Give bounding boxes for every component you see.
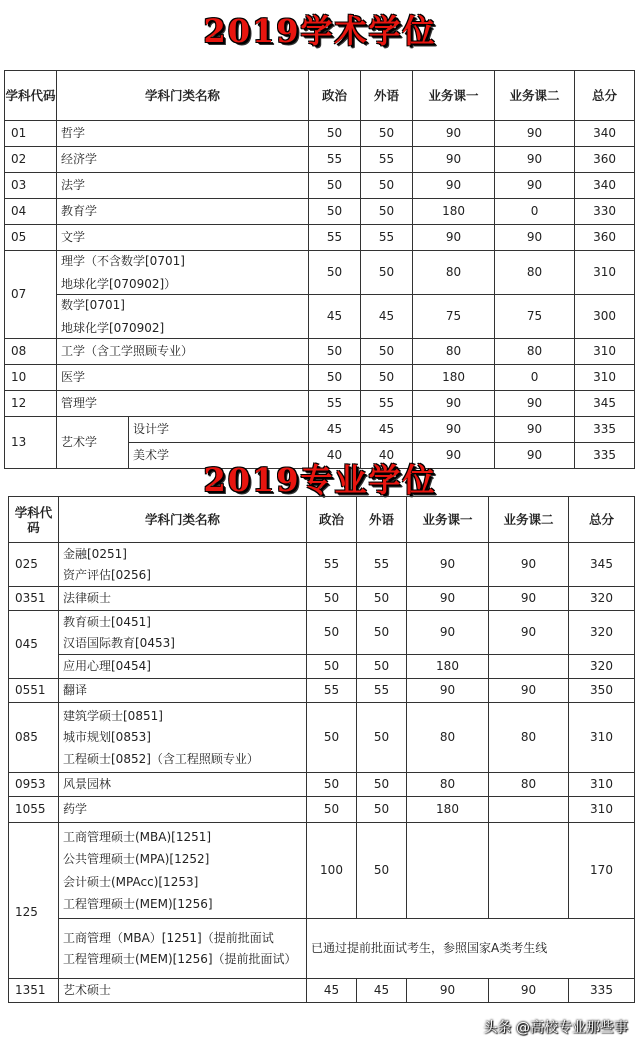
name-line: 金融[0251] xyxy=(63,546,127,561)
cell-politics: 45 xyxy=(309,295,361,339)
cell-politics: 50 xyxy=(307,797,357,823)
cell-total: 360 xyxy=(575,225,635,251)
cell-course1: 180 xyxy=(413,199,495,225)
row-subname: 设计学 xyxy=(129,417,309,443)
cell-language: 50 xyxy=(361,365,413,391)
cell-language: 55 xyxy=(361,147,413,173)
table-row xyxy=(5,225,635,251)
table-row xyxy=(9,543,635,587)
row-code: 0551 xyxy=(9,679,59,703)
row-name: 法律硕士 xyxy=(59,587,307,611)
header-politics: 政治 xyxy=(309,71,361,121)
table-row xyxy=(9,703,635,773)
cell-course2: 90 xyxy=(495,225,575,251)
row-code: 025 xyxy=(9,543,59,587)
cell-course2: 90 xyxy=(489,543,569,587)
header-politics: 政治 xyxy=(307,497,357,543)
cell-politics: 50 xyxy=(309,251,361,295)
cell-course2: 90 xyxy=(495,443,575,469)
cell-course1: 80 xyxy=(413,251,495,295)
table-row xyxy=(5,339,635,365)
cell-total: 335 xyxy=(569,979,635,1003)
professional-title: 2019专业学位 xyxy=(203,461,437,499)
table-row xyxy=(9,979,635,1003)
row-name: 哲学 xyxy=(57,121,309,147)
name-line: 工程硕士[0852]（含工程照顾专业） xyxy=(63,751,259,766)
cell-politics: 55 xyxy=(307,543,357,587)
cell-language: 55 xyxy=(361,225,413,251)
row-name: 艺术学 xyxy=(57,417,129,469)
cell-total: 335 xyxy=(575,417,635,443)
row-name xyxy=(59,823,307,919)
table-row xyxy=(5,121,635,147)
header-course2: 业务课二 xyxy=(495,71,575,121)
cell-course1: 90 xyxy=(413,173,495,199)
cell-course1: 80 xyxy=(413,339,495,365)
table-header-row xyxy=(5,71,635,121)
cell-total: 360 xyxy=(575,147,635,173)
cell-course2 xyxy=(489,797,569,823)
cell-course1: 180 xyxy=(407,655,489,679)
table-row xyxy=(5,391,635,417)
table-row xyxy=(9,655,635,679)
row-subname: 美术学 xyxy=(129,443,309,469)
cell-course1: 80 xyxy=(407,703,489,773)
cell-course1: 180 xyxy=(413,365,495,391)
cell-language: 55 xyxy=(357,679,407,703)
header-language: 外语 xyxy=(361,71,413,121)
cell-course2: 90 xyxy=(495,417,575,443)
cell-politics: 100 xyxy=(307,823,357,919)
cell-language: 50 xyxy=(361,173,413,199)
cell-course1: 90 xyxy=(413,417,495,443)
name-line: 数学[0701] xyxy=(61,298,125,313)
row-name: 工学（含工学照顾专业） xyxy=(57,339,309,365)
cell-total: 335 xyxy=(575,443,635,469)
row-name: 翻译 xyxy=(59,679,307,703)
row-code: 12 xyxy=(5,391,57,417)
row-code: 05 xyxy=(5,225,57,251)
cell-language: 55 xyxy=(357,543,407,587)
row-code: 03 xyxy=(5,173,57,199)
cell-language: 50 xyxy=(361,199,413,225)
academic-title: 2019学术学位 xyxy=(203,12,437,50)
cell-total: 320 xyxy=(569,611,635,655)
cell-total: 330 xyxy=(575,199,635,225)
cell-politics: 50 xyxy=(309,173,361,199)
header-language: 外语 xyxy=(357,497,407,543)
cell-language: 45 xyxy=(361,295,413,339)
cell-language: 50 xyxy=(357,655,407,679)
row-code: 07 xyxy=(5,251,57,339)
row-name: 经济学 xyxy=(57,147,309,173)
name-line: 会计硕士(MPAcc)[1253] xyxy=(63,874,199,889)
cell-politics: 50 xyxy=(309,339,361,365)
cell-course1: 90 xyxy=(413,443,495,469)
cell-politics: 50 xyxy=(307,587,357,611)
cell-language: 50 xyxy=(361,339,413,365)
watermark: 头条 @高校专业那些事 xyxy=(483,1020,628,1036)
cell-course2 xyxy=(489,655,569,679)
cell-course1: 80 xyxy=(407,773,489,797)
name-line: 建筑学硕士[0851] xyxy=(63,709,163,724)
cell-course2: 80 xyxy=(489,773,569,797)
cell-course1: 90 xyxy=(407,611,489,655)
cell-course1 xyxy=(407,823,489,919)
cell-course1: 90 xyxy=(413,147,495,173)
cell-politics: 40 xyxy=(309,443,361,469)
cell-total: 320 xyxy=(569,587,635,611)
name-line: 资产评估[0256] xyxy=(63,568,151,582)
cell-politics: 50 xyxy=(309,365,361,391)
cell-course2: 80 xyxy=(495,251,575,295)
row-code: 125 xyxy=(9,823,59,979)
table-row xyxy=(9,611,635,655)
cell-total: 350 xyxy=(569,679,635,703)
row-name: 法学 xyxy=(57,173,309,199)
row-name: 药学 xyxy=(59,797,307,823)
cell-course2: 90 xyxy=(489,979,569,1003)
name-line: 教育硕士[0451] xyxy=(63,614,151,629)
cell-course1: 180 xyxy=(407,797,489,823)
row-name xyxy=(57,295,309,339)
row-name: 管理学 xyxy=(57,391,309,417)
header-total: 总分 xyxy=(569,497,635,543)
name-line: 地球化学[070902]） xyxy=(61,276,177,291)
row-code: 13 xyxy=(5,417,57,469)
cell-language: 55 xyxy=(361,391,413,417)
row-name: 应用心理[0454] xyxy=(59,655,307,679)
cell-language: 50 xyxy=(357,611,407,655)
cell-course1: 90 xyxy=(407,543,489,587)
row-code: 045 xyxy=(9,611,59,679)
name-line: 城市规划[0853] xyxy=(63,730,151,745)
name-line: 工商管理硕士(MBA)[1251] xyxy=(63,830,212,845)
cell-course2: 90 xyxy=(489,587,569,611)
cell-course2: 90 xyxy=(489,679,569,703)
row-code: 01 xyxy=(5,121,57,147)
cell-politics: 50 xyxy=(307,773,357,797)
table-row xyxy=(5,199,635,225)
header-name: 学科门类名称 xyxy=(57,71,309,121)
cell-course1: 90 xyxy=(407,979,489,1003)
table-row xyxy=(5,173,635,199)
cell-language: 50 xyxy=(357,823,407,919)
cell-language: 50 xyxy=(357,587,407,611)
cell-total: 170 xyxy=(569,823,635,919)
cell-language: 50 xyxy=(357,703,407,773)
cell-politics: 45 xyxy=(307,979,357,1003)
cell-politics: 50 xyxy=(307,611,357,655)
cell-total: 310 xyxy=(569,773,635,797)
cell-politics: 55 xyxy=(307,679,357,703)
table-row xyxy=(5,251,635,295)
cell-total: 310 xyxy=(575,339,635,365)
cell-course2: 90 xyxy=(495,147,575,173)
cell-total: 345 xyxy=(569,543,635,587)
header-course1: 业务课一 xyxy=(407,497,489,543)
name-line: 工程管理硕士(MEM)[1256] xyxy=(63,896,213,911)
cell-course1: 90 xyxy=(407,587,489,611)
cell-total: 340 xyxy=(575,121,635,147)
cell-course2: 90 xyxy=(495,391,575,417)
cell-language: 50 xyxy=(357,773,407,797)
cell-language: 50 xyxy=(357,797,407,823)
cell-total: 300 xyxy=(575,295,635,339)
cell-course2: 90 xyxy=(489,611,569,655)
row-name: 教育学 xyxy=(57,199,309,225)
table-row xyxy=(9,919,635,979)
row-name: 医学 xyxy=(57,365,309,391)
row-code: 1351 xyxy=(9,979,59,1003)
row-code: 08 xyxy=(5,339,57,365)
cell-course2: 80 xyxy=(489,703,569,773)
row-name xyxy=(59,543,307,587)
header-name: 学科门类名称 xyxy=(59,497,307,543)
row-name: 文学 xyxy=(57,225,309,251)
cell-language: 40 xyxy=(361,443,413,469)
name-line: 汉语国际教育[0453] xyxy=(63,636,175,650)
cell-course1: 90 xyxy=(407,679,489,703)
cell-total: 310 xyxy=(569,797,635,823)
row-name xyxy=(59,703,307,773)
row-code: 0953 xyxy=(9,773,59,797)
row-code: 0351 xyxy=(9,587,59,611)
cell-course2: 0 xyxy=(495,199,575,225)
table-row xyxy=(9,587,635,611)
cell-politics: 55 xyxy=(309,147,361,173)
table-row xyxy=(9,797,635,823)
table-row xyxy=(5,147,635,173)
cell-politics: 55 xyxy=(309,391,361,417)
cell-politics: 50 xyxy=(307,703,357,773)
cell-language: 50 xyxy=(361,251,413,295)
table-header-row xyxy=(9,497,635,543)
cell-course2 xyxy=(489,823,569,919)
table-row xyxy=(9,823,635,919)
cell-total: 320 xyxy=(569,655,635,679)
cell-course2: 75 xyxy=(495,295,575,339)
table-row xyxy=(5,365,635,391)
header-total: 总分 xyxy=(575,71,635,121)
cell-language: 50 xyxy=(361,121,413,147)
cell-course2: 80 xyxy=(495,339,575,365)
cell-course2: 90 xyxy=(495,173,575,199)
cell-total: 345 xyxy=(575,391,635,417)
cell-total: 310 xyxy=(569,703,635,773)
cell-language: 45 xyxy=(357,979,407,1003)
cell-course2: 0 xyxy=(495,365,575,391)
cell-total: 310 xyxy=(575,365,635,391)
cell-politics: 55 xyxy=(309,225,361,251)
row-name xyxy=(59,919,307,979)
cell-language: 45 xyxy=(361,417,413,443)
name-line: 工程管理硕士(MEM)[1256]（提前批面试） xyxy=(63,952,297,966)
academic-degree-table xyxy=(4,70,635,469)
name-line: 理学（不含数学[0701] xyxy=(61,254,185,269)
table-row xyxy=(9,679,635,703)
row-name: 艺术硕士 xyxy=(59,979,307,1003)
cell-course2: 90 xyxy=(495,121,575,147)
cell-politics: 50 xyxy=(307,655,357,679)
cell-total: 340 xyxy=(575,173,635,199)
row-code: 10 xyxy=(5,365,57,391)
row-code: 02 xyxy=(5,147,57,173)
header-code: 学科代码 xyxy=(9,497,59,543)
row-code: 1055 xyxy=(9,797,59,823)
table-row xyxy=(5,295,635,339)
row-code: 085 xyxy=(9,703,59,773)
row-name xyxy=(57,251,309,295)
name-line: 工商管理（MBA）[1251]（提前批面试 xyxy=(63,930,274,945)
row-name xyxy=(59,611,307,655)
header-course1: 业务课一 xyxy=(413,71,495,121)
header-course2: 业务课二 xyxy=(489,497,569,543)
cell-politics: 45 xyxy=(309,417,361,443)
cell-course1: 75 xyxy=(413,295,495,339)
table-row xyxy=(5,417,635,443)
cell-course1: 90 xyxy=(413,391,495,417)
name-line: 地球化学[070902] xyxy=(61,320,165,335)
row-code: 04 xyxy=(5,199,57,225)
cell-course1: 90 xyxy=(413,121,495,147)
cell-politics: 50 xyxy=(309,121,361,147)
cell-total: 310 xyxy=(575,251,635,295)
cell-course1: 90 xyxy=(413,225,495,251)
row-note: 已通过提前批面试考生，参照国家A类考生线 xyxy=(307,919,635,979)
cell-politics: 50 xyxy=(309,199,361,225)
table-row xyxy=(9,773,635,797)
name-line: 公共管理硕士(MPA)[1252] xyxy=(63,852,210,867)
professional-degree-table xyxy=(8,496,635,1003)
header-code: 学科代码 xyxy=(5,71,57,121)
row-name: 风景园林 xyxy=(59,773,307,797)
